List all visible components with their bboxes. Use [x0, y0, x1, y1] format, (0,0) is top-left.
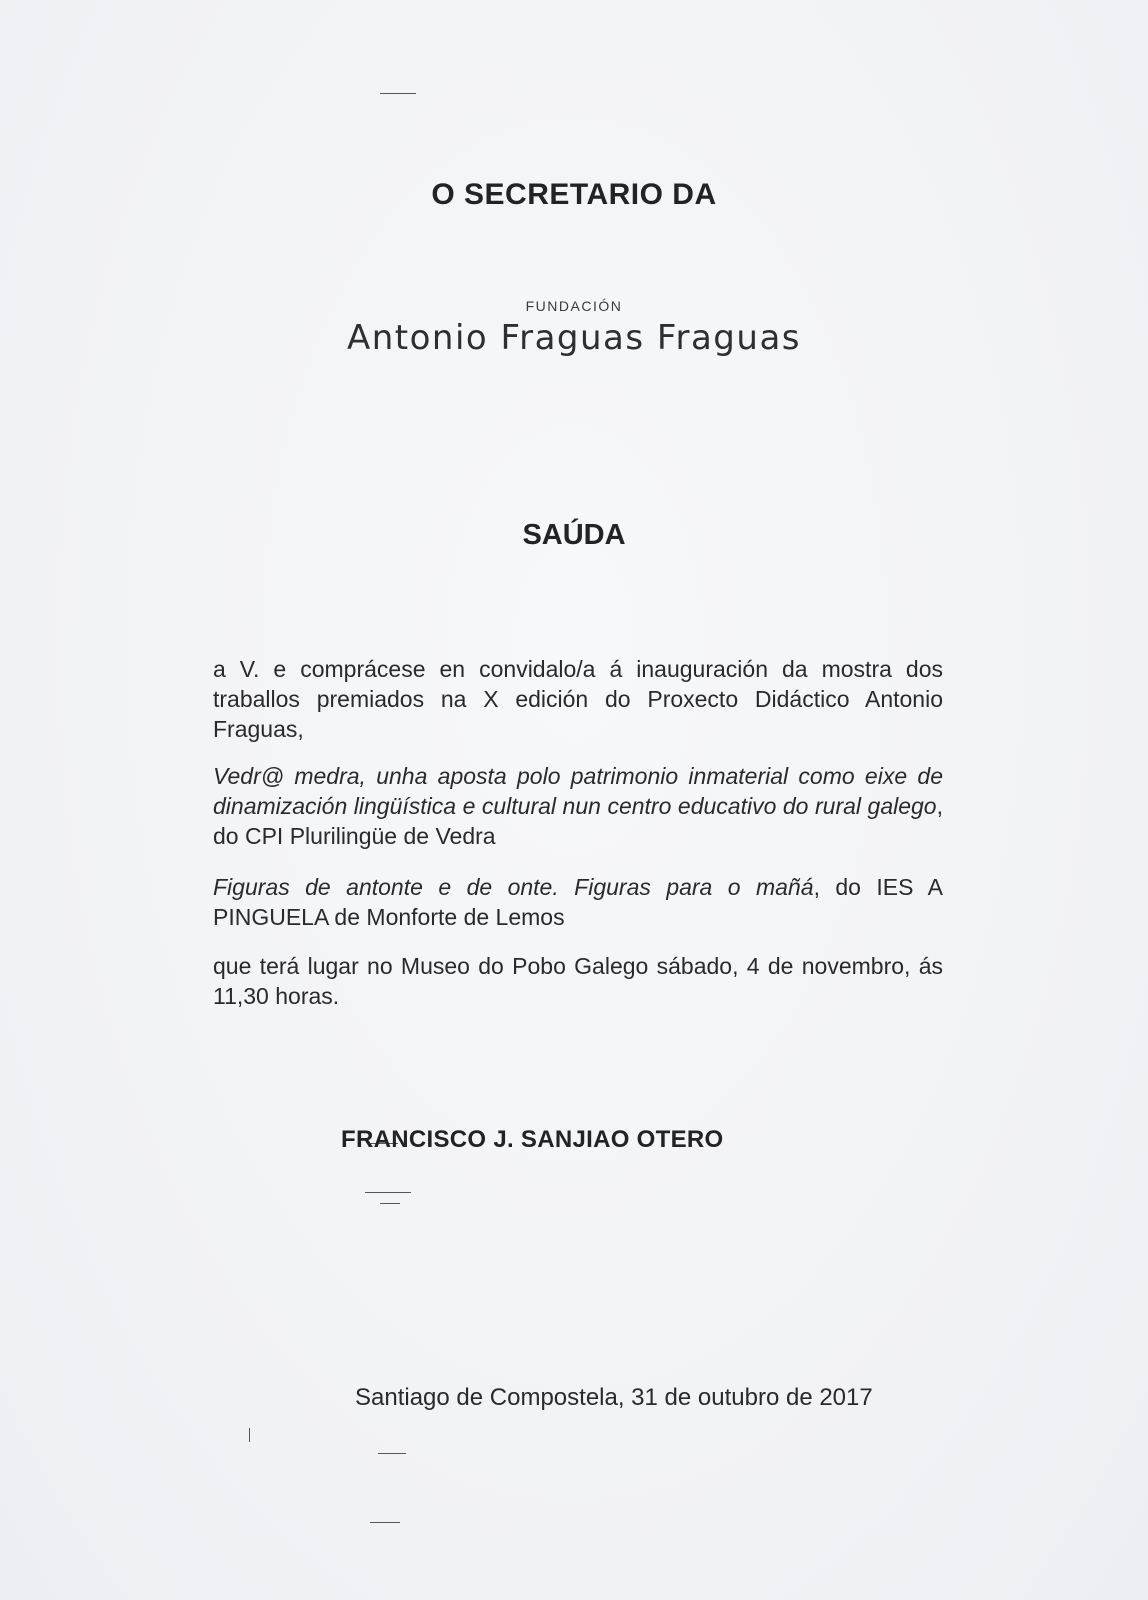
- project-2-title: Figuras de antonte e de onte. Figuras para o mañá: [213, 874, 814, 900]
- scan-mark: [378, 1453, 406, 1454]
- invitation-paragraph: a V. e comprácese en convidalo/a á inauguración da mostra dos traballos premiados na X edición do Proxecto Didáctico Antonio Fraguas,: [213, 656, 943, 742]
- scan-mark: [249, 1428, 250, 1442]
- project-1-paragraph: [213, 761, 943, 851]
- place-and-date: Santiago de Compostela, 31 de outubro de 2017: [355, 1384, 873, 1411]
- foundation-label: FUNDACIÓN: [525, 298, 623, 314]
- scan-mark: [365, 1192, 411, 1193]
- project-2-paragraph: [213, 872, 943, 932]
- scan-mark: [370, 1522, 400, 1523]
- project-1-school: , do CPI Plurilingüe de Vedra: [213, 793, 943, 849]
- signature-name: FRANCISCO J. SANJIAO OTERO: [341, 1126, 724, 1153]
- project-1-title: Vedr@ medra, unha aposta polo patrimonio inmaterial como eixe de dinamización lingüística e cultural nun centro educativo do rural galego: [213, 763, 943, 819]
- scan-mark: [380, 93, 416, 94]
- document-title: O SECRETARIO DA: [431, 178, 717, 211]
- venue-paragraph: que terá lugar no Museo do Pobo Galego sábado, 4 de novembro, ás 11,30 horas.: [213, 953, 943, 1009]
- project-2-school: , do IES A PINGUELA de Monforte de Lemos: [213, 874, 943, 930]
- foundation-name: Antonio Fraguas Fraguas: [346, 318, 801, 358]
- scan-mark: [380, 1203, 400, 1204]
- greeting-heading: SAÚDA: [522, 519, 626, 551]
